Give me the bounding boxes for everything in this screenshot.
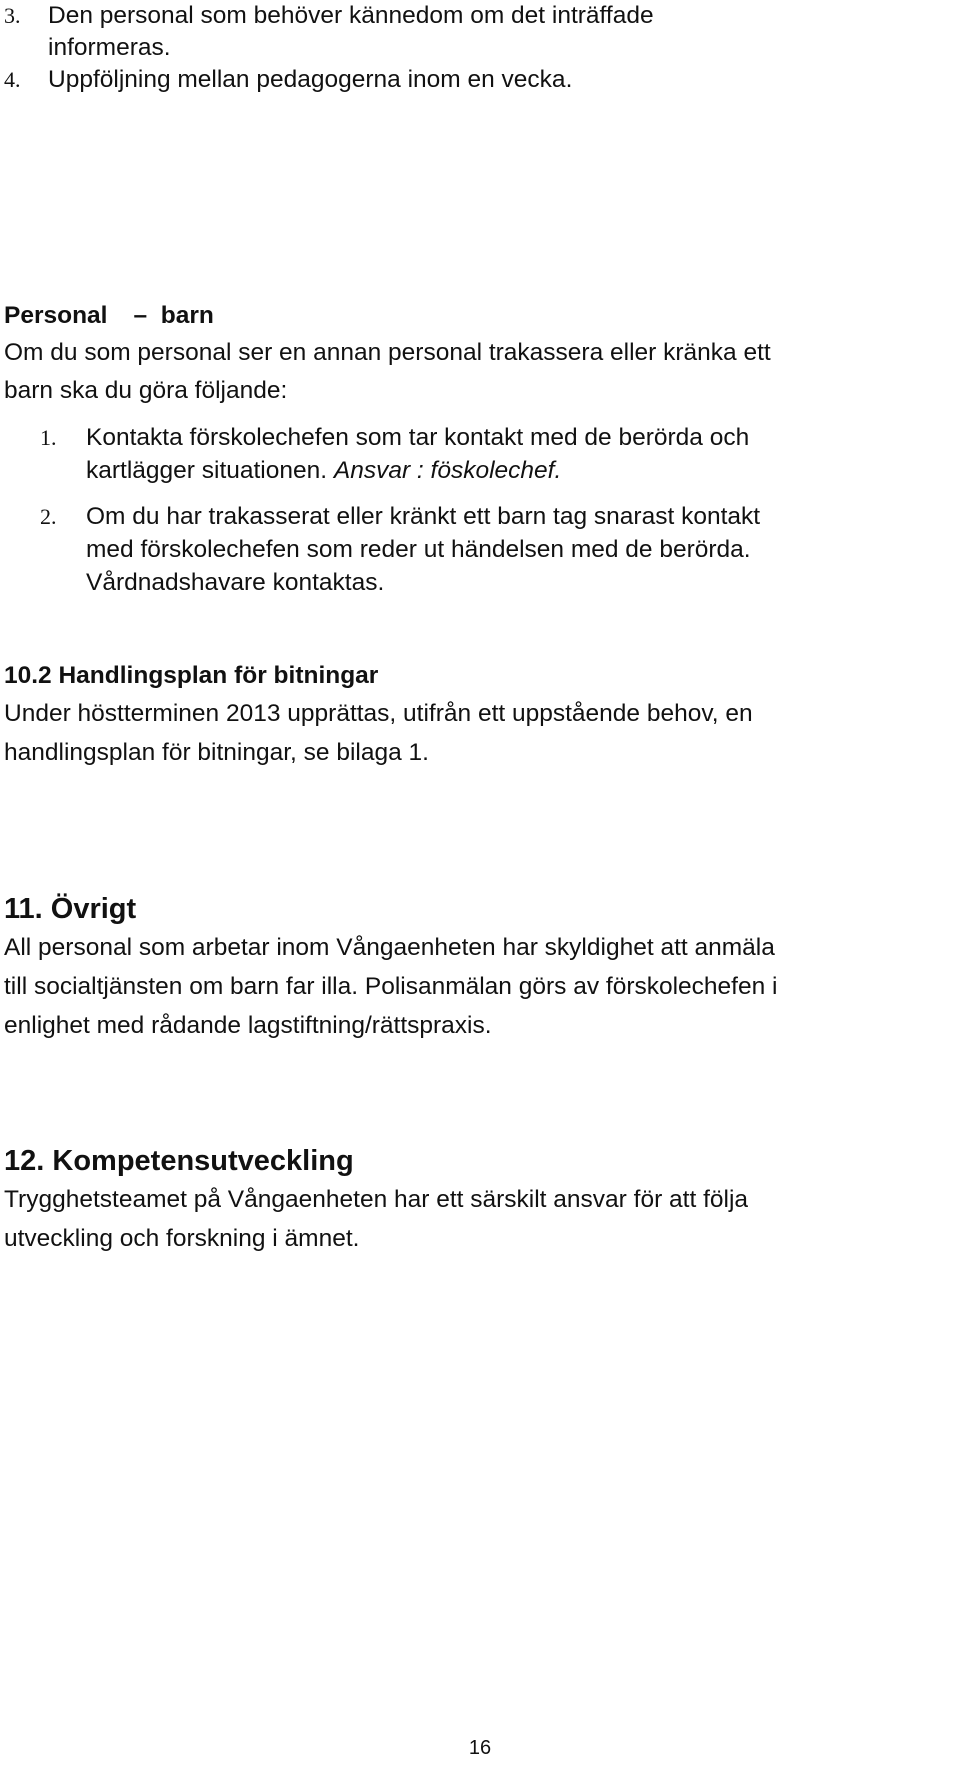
list-item — [4, 421, 954, 487]
heading-part2: barn — [160, 302, 214, 329]
responsibility-note: Ansvar : föskolechef. — [333, 457, 562, 484]
list-number: 2. — [40, 504, 57, 529]
paragraph-line: Om du som personal ser en annan personal trakassera eller kränka ett — [4, 339, 771, 366]
list-number: 4. — [4, 67, 21, 92]
paragraph-line: enlighet med rådande lagstiftning/rättspraxis. — [4, 1012, 492, 1039]
list-item — [4, 500, 954, 599]
heading-part1: Personal — [4, 302, 108, 329]
section-personal-barn — [4, 298, 954, 599]
heading-dash: – — [133, 302, 148, 329]
list-item-line: Den personal som behöver kännedom om det inträffade — [48, 2, 654, 29]
list-item-line: Uppföljning mellan pedagogerna inom en vecka. — [48, 66, 573, 93]
list-item-line — [86, 454, 954, 487]
paragraph-line: till socialtjänsten om barn far illa. Polisanmälan görs av förskolechefen i — [4, 973, 778, 1000]
section-10-2 — [4, 658, 954, 772]
paragraph-line: All personal som arbetar inom Vångaenheten har skyldighet att anmäla — [4, 934, 775, 961]
section-12 — [4, 1142, 954, 1258]
section-11 — [4, 890, 954, 1045]
section-heading: 12. Kompetensutveckling — [4, 1145, 354, 1177]
list-number: 1. — [40, 425, 57, 450]
list-item — [4, 64, 954, 96]
top-list — [4, 0, 954, 96]
list-item-line: Vårdnadshavare kontaktas. — [86, 569, 385, 596]
paragraph-line: utveckling och forskning i ämnet. — [4, 1225, 360, 1252]
list-item-text: kartlägger situationen. — [86, 457, 334, 484]
list-number: 3. — [4, 3, 21, 28]
section-heading — [4, 298, 954, 334]
paragraph-line: Trygghetsteamet på Vångaenheten har ett särskilt ansvar för att följa — [4, 1186, 749, 1213]
list-item-line: med förskolechefen som reder ut händelsen med de berörda. — [86, 536, 751, 563]
paragraph-line: Under höstterminen 2013 upprättas, utifrån ett uppstående behov, en — [4, 700, 753, 727]
paragraph-line: handlingsplan för bitningar, se bilaga 1. — [4, 739, 429, 766]
list-item-line: Om du har trakasserat eller kränkt ett barn tag snarast kontakt — [86, 503, 761, 530]
section-heading: 11. Övrigt — [4, 893, 137, 925]
paragraph-line: barn ska du göra följande: — [4, 377, 288, 404]
page-number: 16 — [468, 1737, 492, 1759]
list-item-line: informeras. — [48, 34, 171, 61]
list-item — [4, 0, 954, 64]
section-heading: 10.2 Handlingsplan för bitningar — [4, 662, 379, 689]
list-item-line: Kontakta förskolechefen som tar kontakt med de berörda och — [86, 424, 750, 451]
